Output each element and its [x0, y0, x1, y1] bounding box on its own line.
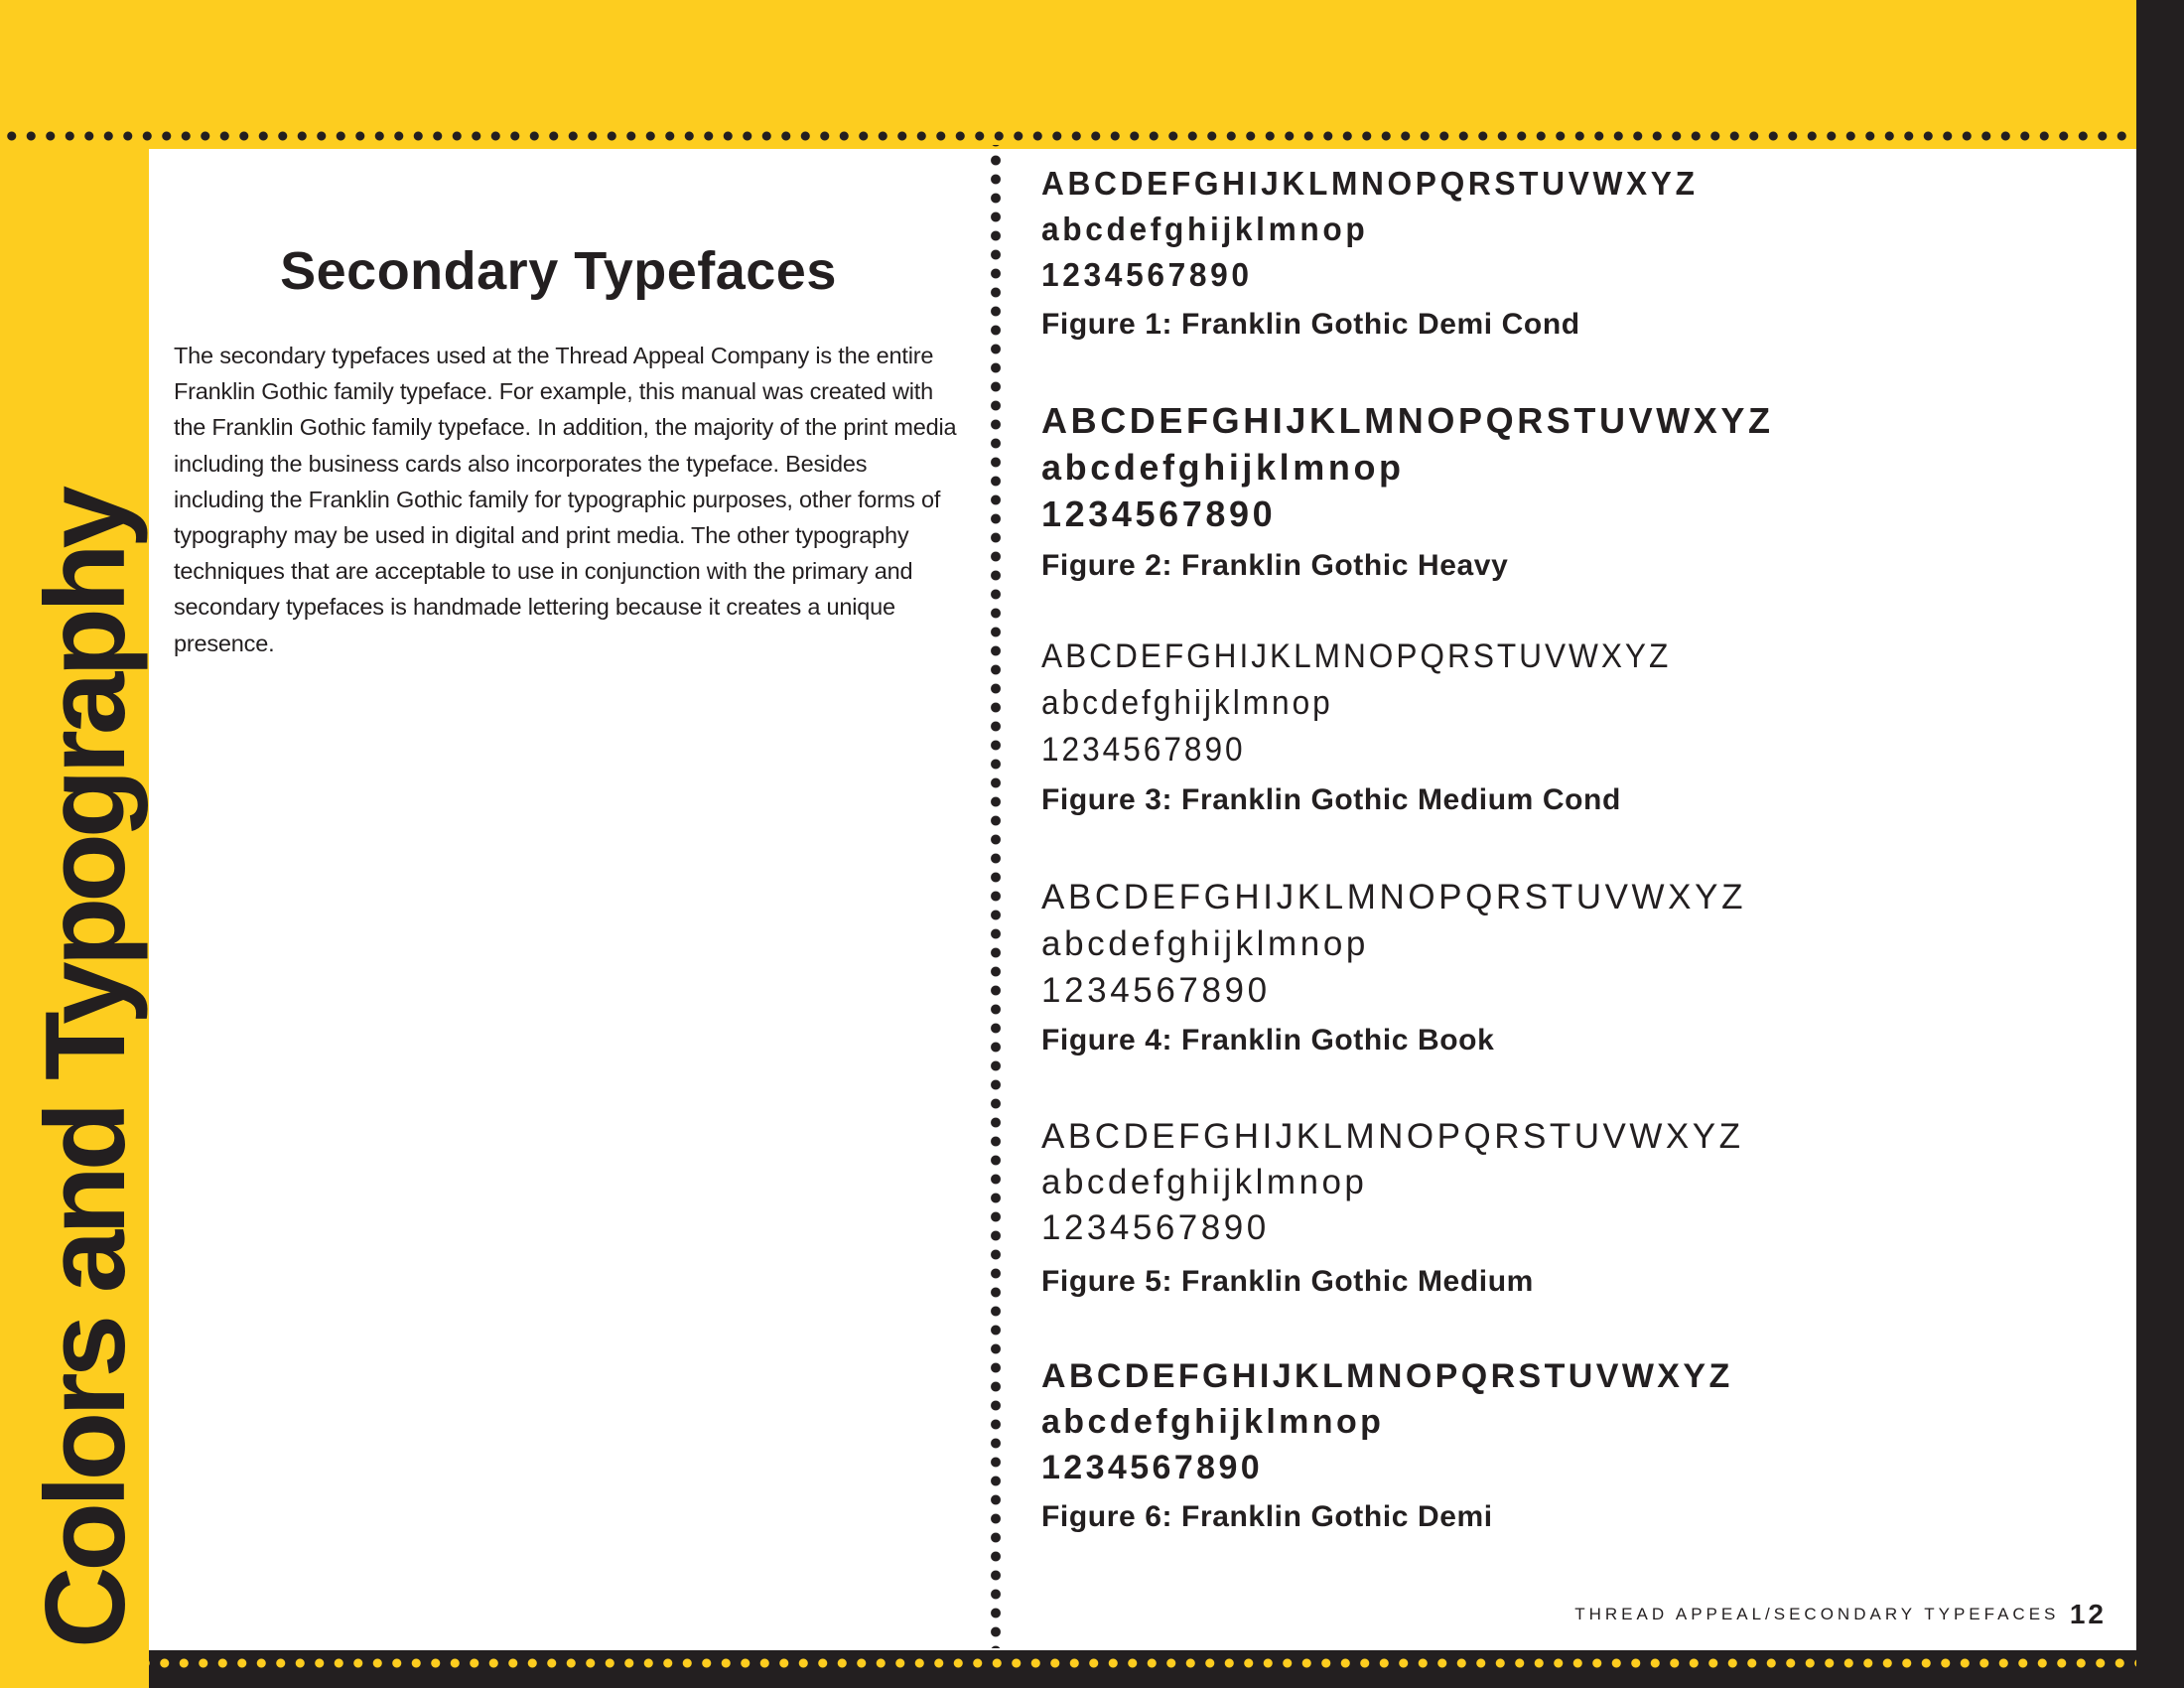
section-heading: Secondary Typefaces [280, 241, 837, 301]
specimen-lowercase: abcdefghijklmnop [1041, 447, 1405, 488]
top-dotted-border [0, 130, 2136, 142]
page-footer [1574, 1599, 2107, 1630]
specimen-caption: Figure 3: Franklin Gothic Medium Cond [1041, 783, 1621, 816]
specimen-uppercase: ABCDEFGHIJKLMNOPQRSTUVWXYZ [1041, 1117, 1744, 1156]
specimen-digits: 1234567890 [1041, 493, 1277, 534]
typeface-specimen [1041, 161, 1725, 342]
specimen-caption: Figure 2: Franklin Gothic Heavy [1041, 549, 1509, 582]
column-dotted-divider [989, 145, 1003, 1648]
specimen-uppercase: ABCDEFGHIJKLMNOPQRSTUVWXYZ [1041, 1357, 1733, 1395]
specimen-caption: Figure 4: Franklin Gothic Book [1041, 1024, 1495, 1056]
page-number: 12 [2069, 1599, 2107, 1629]
specimen-caption: Figure 6: Franklin Gothic Demi [1041, 1500, 1493, 1533]
bottom-black-band [149, 1650, 2184, 1688]
specimen-lowercase: abcdefghijklmnop [1041, 684, 1333, 722]
specimen-caption: Figure 1: Franklin Gothic Demi Cond [1041, 308, 1580, 341]
specimen-lowercase: abcdefghijklmnop [1041, 1403, 1385, 1441]
typeface-specimen [1041, 397, 1774, 583]
specimen-lowercase: abcdefghijklmnop [1041, 924, 1369, 963]
right-black-bar [2136, 0, 2184, 1688]
specimen-lowercase: abcdefghijklmnop [1041, 211, 1369, 247]
bottom-dotted-border [149, 1657, 2136, 1669]
section-body-text: The secondary typefaces used at the Thread Appeal Company is the entire Franklin Gothic family typeface. For example, this manual was created with the Franklin Gothic family typeface. In addition, the majority of the print media including the business cards also incorporates the typeface. Besides including the Franklin Gothic family for typographic purposes, other forms of typography may be used in digital and print media. The other typography techniques that are acceptable to use in conjunction with the primary and secondary typefaces is handmade lettering because it creates a unique presence. [174, 343, 957, 656]
specimen-uppercase: ABCDEFGHIJKLMNOPQRSTUVWXYZ [1041, 165, 1699, 202]
typeface-specimen [1041, 633, 1718, 817]
specimen-uppercase: ABCDEFGHIJKLMNOPQRSTUVWXYZ [1041, 878, 1747, 916]
specimen-uppercase: ABCDEFGHIJKLMNOPQRSTUVWXYZ [1041, 400, 1774, 441]
specimen-caption: Figure 5: Franklin Gothic Medium [1041, 1265, 1534, 1298]
typeface-specimen [1041, 1353, 1733, 1534]
specimen-digits: 1234567890 [1041, 971, 1271, 1010]
chapter-title: Colors and Typography [23, 491, 149, 1648]
typeface-specimen [1041, 874, 1746, 1057]
specimen-uppercase: ABCDEFGHIJKLMNOPQRSTUVWXYZ [1041, 637, 1672, 675]
footer-label: THREAD APPEAL/SECONDARY TYPEFACES [1574, 1605, 2060, 1623]
specimen-digits: 1234567890 [1041, 1208, 1270, 1247]
specimen-digits: 1234567890 [1041, 256, 1253, 293]
top-yellow-band [0, 0, 2136, 149]
specimen-digits: 1234567890 [1041, 731, 1246, 769]
specimen-lowercase: abcdefghijklmnop [1041, 1163, 1368, 1201]
specimen-digits: 1234567890 [1041, 1449, 1264, 1486]
typeface-specimen [1041, 1114, 1743, 1299]
